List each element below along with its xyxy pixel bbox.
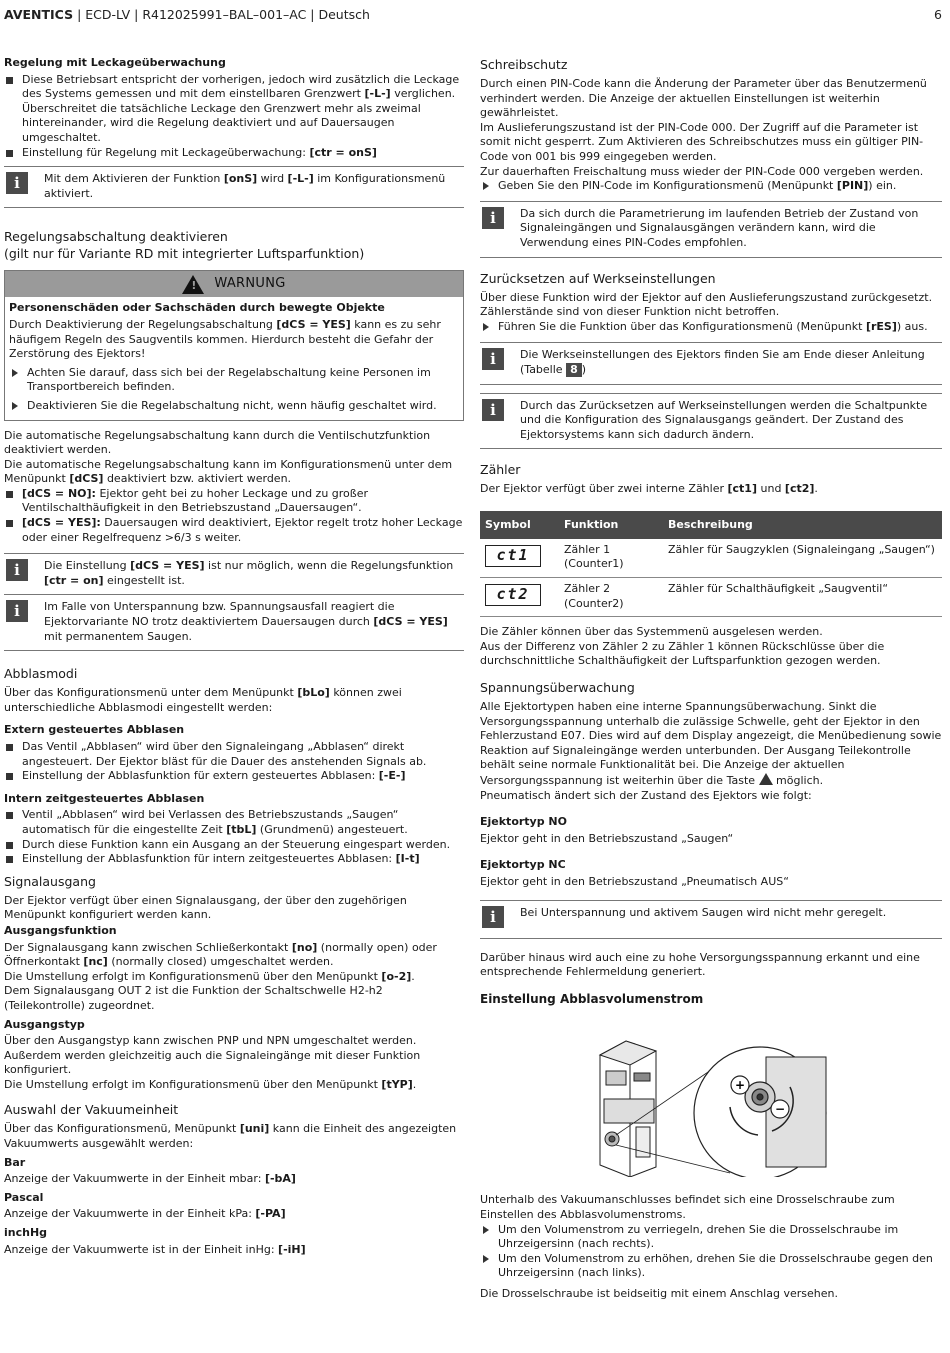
paragraph: Zur dauerhaften Freischaltung muss wieder der PIN-Code 000 vergeben werden.	[480, 164, 924, 178]
section-title: Auswahl der Vakuumeinheit	[4, 1102, 179, 1118]
left-column	[4, 56, 464, 1257]
warning-box	[4, 270, 464, 420]
warning-key-icon	[759, 773, 773, 785]
info-icon: i	[482, 207, 504, 229]
paragraph: Im Auslieferungszustand ist der PIN-Code 000. Der Zugriff auf die Parameter ist somit nicht gesperrt. Zum Aktivieren des Schreibschutzes muss ein gültiger PIN-Code von 001 bis 999 eingegeben werden.	[480, 120, 924, 163]
paragraph: Unterhalb des Vakuumanschlusses befindet sich eine Drosselschraube zum Einstellen des Abblasvolumenstroms.	[480, 1193, 895, 1221]
table-reference[interactable]: 8	[566, 363, 582, 377]
subsection-title: Extern gesteuertes Abblasen	[4, 723, 185, 737]
paragraph: Alle Ejektortypen haben eine interne Spannungsüberwachung. Sinkt die Versorgungsspannung unterhalb die zulässige Schwelle, geht der Ejektor in den Fehlerzustand E07. Dies wird auf dem Display angezeigt, die Menübedienung sowie Reaktion auf Signaleingänge werden unterbunden. Der Ausgang Teilekontrolle behält seine normale Funktionalität bei. Die Anzeige der aktuellen Versorgungsspannung ist weiterhin über die Taste möglich.	[480, 700, 942, 787]
list-item: Um den Volumenstrom zu verriegeln, drehen Sie die Drosselschraube im Uhrzeigersinn (nach rechts).	[480, 1223, 942, 1252]
paragraph: Anzeige der Vakuumwerte in der Einheit kPa: [-PA]	[4, 1207, 286, 1221]
subsection-title: Pascal	[4, 1190, 44, 1204]
paragraph: Über das Konfigurationsmenü, Menüpunkt [uni] kann die Einheit des angezeigten Vakuumwerts ausgewählt werden:	[4, 1122, 457, 1151]
list-item: Einstellung der Abblasfunktion für extern gesteuertes Abblasen: [-E-]	[4, 769, 464, 784]
paragraph: Die Umstellung erfolgt im Konfigurationsmenü über den Menüpunkt [o-2].	[4, 969, 415, 983]
table-header-symbol: Symbol	[480, 511, 559, 539]
throttle-screw-figure	[590, 1027, 830, 1177]
section-title: Signalausgang	[4, 873, 96, 889]
list-item: Führen Sie die Funktion über das Konfigurationsmenü (Menüpunkt [rES]) aus.	[480, 320, 942, 335]
subsection-title: Ejektortyp NC	[480, 858, 566, 872]
paragraph: Ejektor geht in den Betriebszustand „Saugen“	[480, 831, 734, 845]
list-item: Um den Volumenstrom zu erhöhen, drehen Sie die Drosselschraube gegen den Uhrzeigersinn (nach links).	[480, 1252, 942, 1281]
paragraph: Anzeige der Vakuumwerte ist in der Einheit inHg: [-iH]	[4, 1242, 306, 1256]
lcd-symbol: ct1	[485, 545, 541, 567]
section-title: Abblasmodi	[4, 666, 78, 682]
list-item: Durch diese Funktion kann ein Ausgang an der Steuerung eingespart werden.	[4, 838, 464, 853]
paragraph: Über den Ausgangstyp kann zwischen PNP und NPN umgeschaltet werden.	[4, 1034, 417, 1048]
list-item: Diese Betriebsart entspricht der vorherigen, jedoch wird zusätzlich die Leckage des Systems gemessen und mit dem einstellbaren Grenzwert [-L-] verglichen. Überschreitet die tatsächliche Leckage den Grenzwert mehr als zweimal hintereinander, wird die Regelung deaktiviert und auf Dauersaugen umgeschaltet.	[4, 73, 464, 146]
doc-id: | ECD-LV | R412025991–BAL–001–AC | Deutsch	[73, 7, 370, 22]
paragraph: Die automatische Regelungsabschaltung kann im Konfigurationsmenü unter dem Menüpunkt [dCS] deaktiviert bzw. aktiviert werden.	[4, 457, 453, 486]
info-icon: i	[6, 600, 28, 622]
info-icon: i	[6, 559, 28, 581]
list-item: [dCS = YES]: Dauersaugen wird deaktiviert, Ejektor regelt trotz hoher Leckage oder einer Regelfrequenz >6/3 s weiter.	[4, 516, 464, 545]
table-header-funktion: Funktion	[559, 511, 663, 539]
list-item: Geben Sie den PIN-Code im Konfigurationsmenü (Menüpunkt [PIN]) ein.	[480, 179, 942, 194]
list-item: Ventil „Abblasen“ wird bei Verlassen des Betriebszustands „Saugen“ automatisch für die eingestellte Zeit [tbL] (Grundmenü) angesteuert.	[4, 808, 464, 837]
bullet-list	[4, 73, 464, 161]
warning-title: Personenschäden oder Sachschäden durch bewegte Objekte	[9, 301, 385, 315]
info-icon: i	[482, 399, 504, 421]
section-title: Spannungsüberwachung	[480, 680, 635, 696]
page-header	[4, 8, 942, 26]
section-title: Zurücksetzen auf Werkseinstellungen	[480, 270, 716, 286]
table-cell: Zähler 1 (Counter1)	[559, 539, 663, 578]
section-title: Regelungsabschaltung deaktivieren (gilt nur für Variante RD mit integrierter Luftsparfunktion)	[4, 229, 365, 262]
plus-label: +	[734, 1077, 746, 1092]
ejector-device-illustration	[600, 1041, 656, 1177]
info-note: i Im Falle von Unterspannung bzw. Spannungsausfall reagiert die Ejektorvariante NO trotz deaktiviertem Dauersaugen durch [dCS = YES] mit permanentem Saugen.	[4, 594, 464, 651]
subsection-title: Ausgangstyp	[4, 1017, 85, 1031]
subsection-title: inchHg	[4, 1226, 48, 1240]
table-header-beschreibung: Beschreibung	[663, 511, 942, 539]
paragraph: Durch einen PIN-Code kann die Änderung der Parameter über das Benutzermenü verhindert werden. Die Anzeige der aktuellen Einstellungen ist weiterhin gewährleistet.	[480, 77, 927, 120]
paragraph: Über das Konfigurationsmenü unter dem Menüpunkt [bLo] können zwei unterschiedliche Abblasmodi eingestellt werden:	[4, 686, 402, 714]
warning-header: ! WARNUNG	[5, 271, 463, 297]
info-icon: i	[6, 172, 28, 194]
paragraph: Über diese Funktion wird der Ejektor auf den Auslieferungszustand zurückgesetzt. Zählerstände sind von dieser Funktion nicht betroffen.	[480, 290, 933, 319]
subsection-title: Ausgangsfunktion	[4, 923, 117, 937]
section-title: Regelung mit Leckageüberwachung	[4, 56, 226, 69]
info-note: i Durch das Zurücksetzen auf Werkseinstellungen werden die Schaltpunkte und die Konfiguration des Signalausgangs geändert. Der Zustand des Ejektorsystems kann sich dadurch ändern.	[480, 393, 942, 450]
paragraph: Darüber hinaus wird auch eine zu hohe Versorgungsspannung erkannt und eine entsprechende Fehlermeldung generiert.	[480, 950, 920, 979]
subsection-title: Ejektortyp NO	[480, 815, 567, 829]
subsection-title: Bar	[4, 1155, 26, 1169]
minus-label: −	[774, 1101, 786, 1116]
table-row	[480, 578, 942, 617]
section-title: Schreibschutz	[480, 57, 568, 72]
warning-triangle-icon: !	[182, 275, 204, 294]
paragraph: Anzeige der Vakuumwerte in der Einheit mbar: [-bA]	[4, 1172, 296, 1186]
section-title: Zähler	[480, 462, 521, 478]
list-item: [dCS = NO]: Ejektor geht bei zu hoher Leckage und zu großer Ventilschalthäufigkeit in den Betriebszustand „Dauersaugen“.	[4, 487, 464, 516]
brand-name: AVENTICS	[4, 7, 74, 22]
info-note: i Die Werkseinstellungen des Ejektors finden Sie am Ende dieser Anleitung (Tabelle 8 )	[480, 342, 942, 384]
info-icon: i	[482, 348, 504, 370]
list-item: Achten Sie darauf, dass sich bei der Regelabschaltung keine Personen im Transportbereich befinden.	[9, 366, 459, 395]
paragraph: Der Ejektor verfügt über zwei interne Zähler [ct1] und [ct2].	[480, 482, 818, 496]
info-note: i Da sich durch die Parametrierung im laufenden Betrieb der Zustand von Signaleingängen und Signalausgängen verändern kann, wird die Verwendung eines PIN-Codes empfohlen.	[480, 201, 942, 258]
section-title: Einstellung Abblasvolumenstrom	[480, 991, 704, 1006]
info-note: i Die Einstellung [dCS = YES] ist nur möglich, wenn die Regelungsfunktion [ctr = on] eingestellt ist.	[4, 553, 464, 595]
counter-table	[480, 511, 942, 617]
info-note: i Bei Unterspannung und aktivem Saugen wird nicht mehr geregelt.	[480, 900, 942, 939]
paragraph: Außerdem werden gleichzeitig auch die Signaleingänge mit dieser Funktion konfiguriert.	[4, 1048, 421, 1077]
table-row	[480, 539, 942, 578]
table-cell: Zähler für Schalthäufigkeit „Saugventil“	[663, 578, 942, 617]
paragraph: Pneumatisch ändert sich der Zustand des Ejektors wie folgt:	[480, 788, 812, 802]
list-item: Das Ventil „Abblasen“ wird über den Signaleingang „Abblasen“ direkt angesteuert. Der Ejektor bläst für die Dauer des anstehenden Signals ab.	[4, 740, 464, 769]
paragraph: Die Zähler können über das Systemmenü ausgelesen werden.	[480, 625, 823, 639]
paragraph: Der Ejektor verfügt über einen Signalausgang, der über den zugehörigen Menüpunkt konfiguriert werden kann.	[4, 893, 407, 922]
paragraph: Der Signalausgang kann zwischen Schließerkontakt [no] (normally open) oder Öffnerkontakt [nc] (normally closed) umgeschaltet werden.	[4, 940, 437, 969]
list-item: Deaktivieren Sie die Regelabschaltung nicht, wenn häufig geschaltet wird.	[9, 399, 459, 414]
right-column	[480, 56, 942, 1302]
warning-text: Durch Deaktivierung der Regelungsabschaltung [dCS = YES] kann es zu sehr häufigem Regeln des Saugventils kommen. Hierdurch besteht die Gefahr der Zerstörung des Ejektors!	[9, 317, 441, 361]
paragraph: Die automatische Regelungsabschaltung kann durch die Ventilschutzfunktion deaktiviert werden.	[4, 428, 431, 457]
lcd-symbol: ct2	[485, 584, 541, 606]
page-number: 6	[934, 7, 942, 22]
info-icon: i	[482, 906, 504, 928]
table-cell: Zähler für Saugzyklen (Signaleingang „Saugen“)	[663, 539, 942, 578]
paragraph: Die Drosselschraube ist beidseitig mit einem Anschlag versehen.	[480, 1286, 838, 1300]
info-note: i Mit dem Aktivieren der Funktion [onS] wird [-L-] im Konfigurationsmenü aktiviert.	[4, 166, 464, 208]
table-cell: Zähler 2 (Counter2)	[559, 578, 663, 617]
list-item: Einstellung für Regelung mit Leckageüberwachung: [ctr = onS]	[4, 146, 464, 161]
subsection-title: Intern zeitgesteuertes Abblasen	[4, 791, 205, 805]
paragraph: Dem Signalausgang OUT 2 ist die Funktion der Schaltschwelle H2-h2 (Teilekontrolle) zugeordnet.	[4, 984, 383, 1012]
paragraph: Ejektor geht in den Betriebszustand „Pneumatisch AUS“	[480, 874, 789, 888]
magnified-detail	[694, 1047, 826, 1177]
paragraph: Aus der Differenz von Zähler 2 zu Zähler 1 können Rückschlüsse über die durchschnittliche Schalthäufigkeit der Luftsparfunktion gezogen werden.	[480, 639, 885, 668]
list-item: Einstellung der Abblasfunktion für intern zeitgesteuertes Abblasen: [I-t]	[4, 852, 464, 867]
paragraph: Die Umstellung erfolgt im Konfigurationsmenü über den Menüpunkt [tYP].	[4, 1077, 417, 1091]
